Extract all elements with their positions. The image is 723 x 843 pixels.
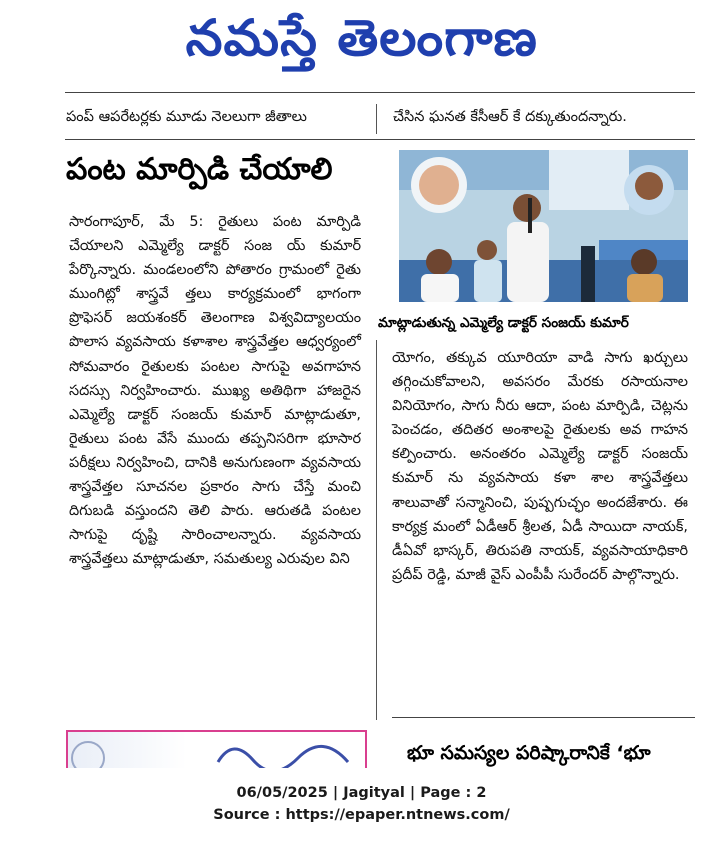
- advertisement-graphic: [68, 732, 365, 768]
- teaser-divider: [376, 104, 377, 134]
- article-photo: [399, 150, 688, 302]
- column-1-text: సారంగాపూర్, మే 5: రైతులు పంట మార్పిడి చేయాలని ఎమ్మెల్యే డాక్టర్ సంజ య్ కుమార్ పేర్కొన్నారు. మండలంలోని పోతారం గ్రామంలో రైతు ముంగిట్లో శాస్త్రవే త్తలు కార్యక్రమంలో భాగంగా ప్రొఫెసర్ జయశంకర్ తెలంగాణ విశ్వవిద్యాలయం పొలాస వ్యవసాయ కళాశాల శాస్త్రవేత్తల ఆధ్వర్యంలో సోమవారం రైతులకు పంటల సాగుపై అవగాహన సదస్సు నిర్వహించారు. ముఖ్య అతిథిగా హాజరైన ఎమ్మెల్యే డాక్టర్ సంజయ్ కుమార్ మాట్లాడుతూ, రైతులు పంట వేసే ముందు తప్పనిసరిగా భూసార పరీక్షలు నిర్వహించి, దానికి అనుగుణంగా వ్యవసాయ శాస్త్రవేత్తల సూచనల ప్రకారం సాగు చేస్తే మంచి దిగుబడి వస్తుందని తెలి పారు. ఆరుతడి పంటల సాగుపై దృష్టి సారించాలన్నారు. వ్యవసాయ శాస్త్రవేత్తలు మాట్లాడుతూ, సమతుల్య ఎరువుల విని: [69, 214, 361, 568]
- footer-source-line: Source : https://epaper.ntnews.com/: [213, 807, 510, 823]
- article-headline: పంట మార్పిడి చేయాలి: [66, 152, 333, 187]
- teaser-right: చేసిన ఘనత కేసీఆర్ కే దక్కుతుందన్నారు.: [393, 109, 627, 125]
- teaser-left: పంప్ ఆపరేటర్లకు మూడు నెలలుగా జీతాలు: [66, 109, 307, 125]
- advertisement-box: [66, 730, 367, 768]
- article-column-2: [392, 346, 688, 587]
- masthead: [0, 0, 723, 78]
- article-bottom-rule: [392, 717, 695, 718]
- newspaper-title: నమస్తే తెలంగాణ: [185, 9, 538, 67]
- teaser-rule: [65, 139, 695, 140]
- column-divider: [376, 340, 377, 720]
- column-2-text: యోగం, తక్కువ యూరియా వాడి సాగు ఖర్చులు తగ్గించుకోవాలని, అవసరం మేరకు రసాయనాల వినియోగం, సాగు నీరు ఆదా, పంట మార్పిడి, చెట్లను పెంచడం, తదితర అంశాలపై రైతులకు అవ గాహన కల్పించారు. అనంతరం ఎమ్మెల్యే డాక్టర్ సంజయ్ కుమార్ ను వ్యవసాయ కళా శాల శాస్త్రవేత్తలు శాలువాతో సన్మానించి, పుష్పగుచ్ఛం అందజేశారు. ఈ కార్యక్ర మంలో ఏడీఆర్ శ్రీలత, ఏడీ సాయిదా నాయక్, డీఏవో భాస్కర్, తిరుపతి నాయక్, వ్యవసాయాధికారి ప్రదీప్ రెడ్డి, మాజీ వైస్ ఎంపీపీ సురేందర్ పాల్గొన్నారు.: [392, 350, 688, 583]
- bottom-headline: భూ సమస్యల పరిష్కారానికే ‘భూ: [407, 742, 651, 764]
- photo-caption: మాట్లాడుతున్న ఎమ్మెల్యే డాక్టర్ సంజయ్ కుమార్: [378, 315, 629, 331]
- footer-date-line: 06/05/2025 | Jagityal | Page : 2: [236, 785, 487, 801]
- article-column-1: [69, 210, 361, 571]
- masthead-rule: [65, 92, 695, 93]
- mla-speaking-photo: [399, 150, 688, 302]
